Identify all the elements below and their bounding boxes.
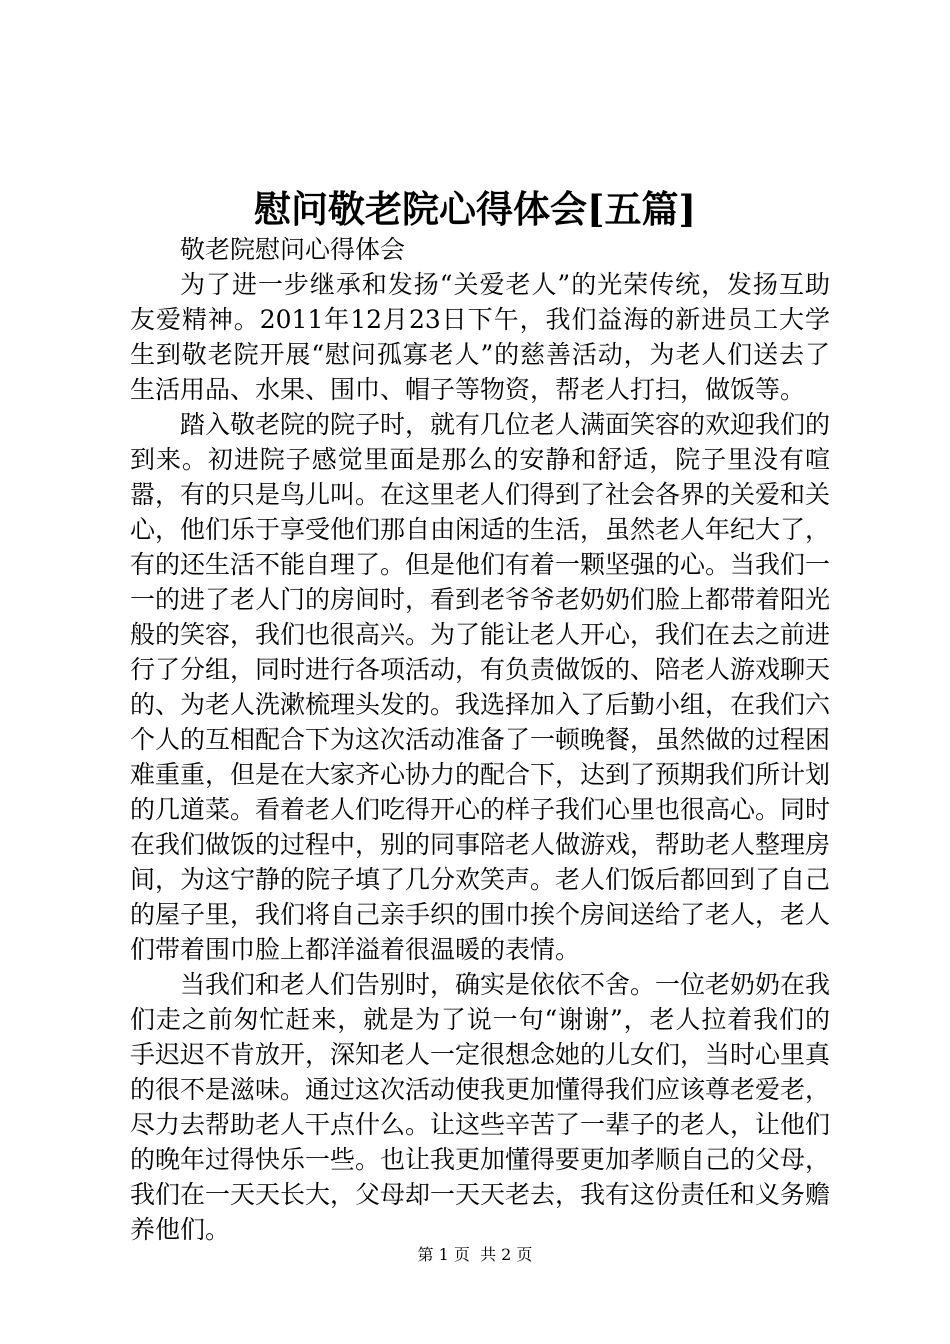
document-body xyxy=(130,232,830,1247)
page-footer: 第 1 页 共 2 页 xyxy=(417,1245,533,1264)
document-title: 慰问敬老院心得体会[五篇] xyxy=(253,187,696,231)
section-subtitle: 敬老院慰问心得体会 xyxy=(180,235,406,264)
paragraph-3: 当我们和老人们告别时，确实是依依不舍。一位老奶奶在我们走之前匆忙赶来，就是为了说一句“谢谢”，老人拉着我们的手迟迟不肯放开，深知老人一定很想念她的儿女们，当时心里真的很不是滋味。通过这次活动使我更加懂得我们应该尊老爱老，尽力去帮助老人干点什么。让这些辛苦了一辈子的老人，让他们的晚年过得快乐一些。也让我更加懂得要更加孝顺自己的父母，我们在一天天长大，父母却一天天老去，我有这份责任和义务赡养他们。 xyxy=(130,970,831,1244)
paragraph-1: 为了进一步继承和发扬“关爱老人”的光荣传统，发扬互助友爱精神。2011年12月23日下午，我们益海的新进员工大学生到敬老院开展“慰问孤寡老人”的慈善活动，为老人们送去了生活用品、水果、围巾、帽子等物资，帮老人打扫，做饭等。 xyxy=(130,270,830,404)
paragraph-2: 踏入敬老院的院子时，就有几位老人满面笑容的欢迎我们的到来。初进院子感觉里面是那么的安静和舒适，院子里没有喧嚣，有的只是鸟儿叫。在这里老人们得到了社会各界的关爱和关心，他们乐于享受他们那自由闲适的生活，虽然老人年纪大了，有的还生活不能自理了。但是他们有着一颗坚强的心。当我们一一的进了老人门的房间时，看到老爷爷老奶奶们脸上都带着阳光般的笑容，我们也很高兴。为了能让老人开心，我们在去之前进行了分组，同时进行各项活动，有负责做饭的、陪老人游戏聊天的、为老人洗漱梳理头发的。我选择加入了后勤小组，在我们六个人的互相配合下为这次活动准备了一顿晚餐，虽然做的过程困难重重，但是在大家齐心协力的配合下，达到了预期我们所计划的几道菜。看着老人们吃得开心的样子我们心里也很高心。同时在我们做饭的过程中，别的同事陪老人做游戏，帮助老人整理房间，为这宁静的院子填了几分欢笑声。老人们饭后都回到了自己的屋子里，我们将自己亲手织的围巾挨个房间送给了老人，老人们带着围巾脸上都洋溢着很温暖的表情。 xyxy=(130,410,831,964)
